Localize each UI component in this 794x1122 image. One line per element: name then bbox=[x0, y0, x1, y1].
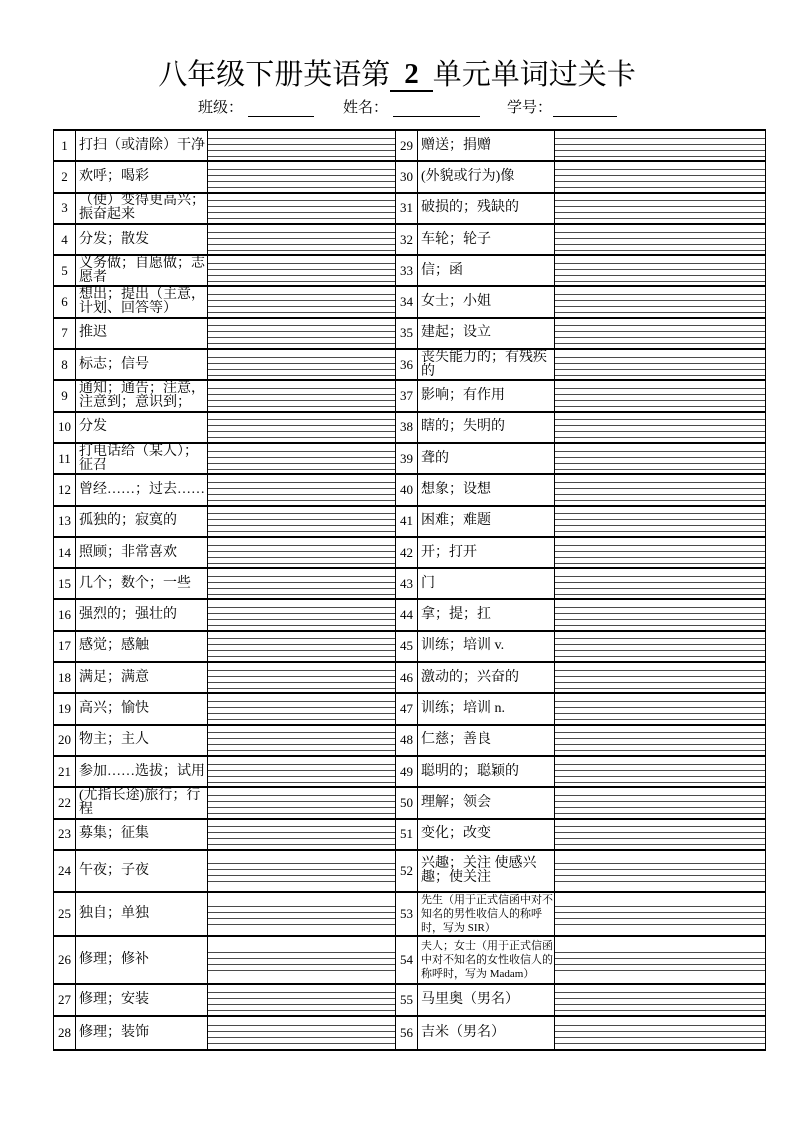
writing-lines bbox=[208, 357, 395, 376]
word-number: 32 bbox=[395, 225, 417, 254]
word-number: 49 bbox=[395, 757, 417, 786]
table-row bbox=[53, 757, 765, 788]
writing-lines bbox=[555, 670, 765, 689]
writing-lines bbox=[555, 513, 765, 532]
word-meaning: 欢呼；喝彩 bbox=[75, 162, 207, 191]
word-number: 54 bbox=[395, 937, 417, 983]
writing-lines bbox=[208, 513, 395, 532]
table-row bbox=[53, 1017, 765, 1051]
writing-lines bbox=[208, 952, 395, 971]
writing-lines bbox=[208, 576, 395, 595]
word-number: 20 bbox=[53, 726, 75, 755]
table-row bbox=[53, 381, 765, 412]
word-number: 30 bbox=[395, 162, 417, 191]
answer-blank bbox=[207, 350, 395, 379]
word-number: 9 bbox=[53, 381, 75, 410]
writing-lines bbox=[555, 906, 765, 925]
word-number: 10 bbox=[53, 413, 75, 442]
writing-lines bbox=[208, 263, 395, 282]
word-number: 51 bbox=[395, 820, 417, 849]
word-number: 12 bbox=[53, 475, 75, 504]
answer-blank bbox=[554, 256, 765, 285]
word-meaning: 信；函 bbox=[417, 256, 554, 285]
name-label: 姓名： bbox=[343, 100, 389, 116]
answer-blank bbox=[207, 726, 395, 755]
table-row bbox=[53, 937, 765, 985]
table-row bbox=[53, 663, 765, 694]
word-meaning: 强烈的；强壮的 bbox=[75, 600, 207, 629]
word-meaning: 想象；设想 bbox=[417, 475, 554, 504]
word-meaning: 标志；信号 bbox=[75, 350, 207, 379]
word-number: 40 bbox=[395, 475, 417, 504]
student-number-blank bbox=[553, 116, 617, 117]
word-number: 31 bbox=[395, 194, 417, 223]
word-number: 39 bbox=[395, 444, 417, 473]
answer-blank bbox=[207, 851, 395, 891]
writing-lines bbox=[555, 325, 765, 344]
answer-blank bbox=[207, 600, 395, 629]
word-number: 42 bbox=[395, 538, 417, 567]
table-row bbox=[53, 600, 765, 631]
answer-blank bbox=[554, 788, 765, 817]
word-number: 56 bbox=[395, 1017, 417, 1049]
answer-blank bbox=[207, 893, 395, 935]
student-number-label: 学号： bbox=[507, 100, 553, 116]
answer-blank bbox=[554, 1017, 765, 1049]
writing-lines bbox=[555, 826, 765, 845]
word-number: 43 bbox=[395, 569, 417, 598]
writing-lines bbox=[208, 826, 395, 845]
writing-lines bbox=[208, 169, 395, 188]
answer-blank bbox=[554, 694, 765, 723]
word-number: 24 bbox=[53, 851, 75, 891]
answer-blank bbox=[207, 663, 395, 692]
table-row bbox=[53, 851, 765, 893]
word-meaning: 理解；领会 bbox=[417, 788, 554, 817]
word-number: 35 bbox=[395, 319, 417, 348]
word-meaning: 几个；数个；一些 bbox=[75, 569, 207, 598]
answer-blank bbox=[207, 319, 395, 348]
answer-blank bbox=[207, 694, 395, 723]
writing-lines bbox=[555, 992, 765, 1011]
word-number: 21 bbox=[53, 757, 75, 786]
answer-blank bbox=[207, 538, 395, 567]
word-number: 37 bbox=[395, 381, 417, 410]
word-number: 52 bbox=[395, 851, 417, 891]
table-row bbox=[53, 162, 765, 193]
writing-lines bbox=[208, 200, 395, 219]
word-meaning: 影响；有作用 bbox=[417, 381, 554, 410]
table-row bbox=[53, 194, 765, 225]
word-number: 22 bbox=[53, 788, 75, 817]
writing-lines bbox=[555, 388, 765, 407]
title-prefix: 八年级下册英语第 bbox=[158, 59, 391, 91]
table-row bbox=[53, 131, 765, 162]
word-meaning: 马里奥（男名） bbox=[417, 985, 554, 1015]
answer-blank bbox=[207, 413, 395, 442]
word-meaning: 分发；散发 bbox=[75, 225, 207, 254]
word-number: 1 bbox=[53, 131, 75, 160]
table-row bbox=[53, 287, 765, 318]
writing-lines bbox=[208, 232, 395, 251]
writing-lines bbox=[208, 325, 395, 344]
word-number: 17 bbox=[53, 632, 75, 661]
writing-lines bbox=[208, 1025, 395, 1044]
answer-blank bbox=[207, 632, 395, 661]
writing-lines bbox=[208, 545, 395, 564]
word-meaning: 女士；小姐 bbox=[417, 287, 554, 316]
answer-blank bbox=[554, 600, 765, 629]
table-row bbox=[53, 444, 765, 475]
word-number: 13 bbox=[53, 507, 75, 536]
answer-blank bbox=[554, 225, 765, 254]
word-number: 11 bbox=[53, 444, 75, 473]
word-meaning: 夫人；女士（用于正式信函中对不知名的女性收信人的称呼时，写为 Madam） bbox=[417, 937, 554, 983]
word-meaning: 拿；提；扛 bbox=[417, 600, 554, 629]
word-meaning: 赠送；捐赠 bbox=[417, 131, 554, 160]
word-meaning: 变化；改变 bbox=[417, 820, 554, 849]
table-row bbox=[53, 225, 765, 256]
writing-lines bbox=[208, 388, 395, 407]
answer-blank bbox=[554, 444, 765, 473]
answer-blank bbox=[554, 287, 765, 316]
word-number: 5 bbox=[53, 256, 75, 285]
answer-blank bbox=[554, 538, 765, 567]
answer-blank bbox=[554, 985, 765, 1015]
word-meaning: 募集；征集 bbox=[75, 820, 207, 849]
table-row bbox=[53, 788, 765, 819]
word-meaning: 通知；通告；注意，注意到；意识到； bbox=[75, 381, 207, 410]
word-number: 7 bbox=[53, 319, 75, 348]
answer-blank bbox=[554, 569, 765, 598]
word-meaning: 训练；培训 n. bbox=[417, 694, 554, 723]
word-meaning: 仁慈；善良 bbox=[417, 726, 554, 755]
writing-lines bbox=[208, 482, 395, 501]
word-meaning: （使）变得更高兴；振奋起来 bbox=[75, 194, 207, 223]
word-meaning: 照顾；非常喜欢 bbox=[75, 538, 207, 567]
word-meaning: 孤独的；寂寞的 bbox=[75, 507, 207, 536]
word-meaning: 开；打开 bbox=[417, 538, 554, 567]
word-meaning: 午夜；子夜 bbox=[75, 851, 207, 891]
word-meaning: 打电话给（某人）；征召 bbox=[75, 444, 207, 473]
word-number: 15 bbox=[53, 569, 75, 598]
writing-lines bbox=[555, 795, 765, 814]
table-row bbox=[53, 632, 765, 663]
word-meaning: (外貌或行为)像 bbox=[417, 162, 554, 191]
word-number: 41 bbox=[395, 507, 417, 536]
answer-blank bbox=[554, 757, 765, 786]
word-meaning: 义务做；自愿做；志愿者 bbox=[75, 256, 207, 285]
word-number: 55 bbox=[395, 985, 417, 1015]
answer-blank bbox=[554, 726, 765, 755]
table-row bbox=[53, 694, 765, 725]
word-number: 45 bbox=[395, 632, 417, 661]
answer-blank bbox=[207, 256, 395, 285]
answer-blank bbox=[554, 937, 765, 983]
word-number: 46 bbox=[395, 663, 417, 692]
word-number: 19 bbox=[53, 694, 75, 723]
table-row bbox=[53, 507, 765, 538]
answer-blank bbox=[207, 788, 395, 817]
answer-blank bbox=[554, 663, 765, 692]
word-number: 50 bbox=[395, 788, 417, 817]
writing-lines bbox=[555, 764, 765, 783]
word-meaning: 曾经……；过去…… bbox=[75, 475, 207, 504]
table-row bbox=[53, 538, 765, 569]
answer-blank bbox=[207, 194, 395, 223]
writing-lines bbox=[555, 863, 765, 882]
writing-lines bbox=[555, 200, 765, 219]
word-meaning: 聋的 bbox=[417, 444, 554, 473]
writing-lines bbox=[555, 451, 765, 470]
word-number: 23 bbox=[53, 820, 75, 849]
answer-blank bbox=[207, 225, 395, 254]
table-row bbox=[53, 726, 765, 757]
writing-lines bbox=[208, 795, 395, 814]
answer-blank bbox=[554, 162, 765, 191]
writing-lines bbox=[208, 138, 395, 157]
word-number: 8 bbox=[53, 350, 75, 379]
answer-blank bbox=[554, 350, 765, 379]
writing-lines bbox=[555, 545, 765, 564]
word-meaning: 先生（用于正式信函中对不知名的男性收信人的称呼时，写为 SIR） bbox=[417, 893, 554, 935]
answer-blank bbox=[207, 937, 395, 983]
writing-lines bbox=[555, 169, 765, 188]
answer-blank bbox=[554, 475, 765, 504]
word-meaning: 吉米（男名） bbox=[417, 1017, 554, 1049]
writing-lines bbox=[555, 419, 765, 438]
answer-blank bbox=[554, 131, 765, 160]
word-meaning: 感觉；感触 bbox=[75, 632, 207, 661]
answer-blank bbox=[207, 287, 395, 316]
table-row bbox=[53, 893, 765, 937]
writing-lines bbox=[555, 294, 765, 313]
word-meaning: 建起；设立 bbox=[417, 319, 554, 348]
word-number: 36 bbox=[395, 350, 417, 379]
writing-lines bbox=[208, 419, 395, 438]
writing-lines bbox=[555, 482, 765, 501]
writing-lines bbox=[208, 992, 395, 1011]
vocabulary-table bbox=[53, 129, 766, 1051]
word-number: 47 bbox=[395, 694, 417, 723]
table-row bbox=[53, 820, 765, 851]
word-number: 3 bbox=[53, 194, 75, 223]
table-row bbox=[53, 256, 765, 287]
table-row bbox=[53, 985, 765, 1017]
word-meaning: 车轮；轮子 bbox=[417, 225, 554, 254]
word-number: 38 bbox=[395, 413, 417, 442]
word-meaning: 分发 bbox=[75, 413, 207, 442]
word-number: 33 bbox=[395, 256, 417, 285]
word-meaning: 兴趣；关注 使感兴趣；使关注 bbox=[417, 851, 554, 891]
word-meaning: 瞎的；失明的 bbox=[417, 413, 554, 442]
word-meaning: 困难；难题 bbox=[417, 507, 554, 536]
word-meaning: 满足；满意 bbox=[75, 663, 207, 692]
word-meaning: 修理；装饰 bbox=[75, 1017, 207, 1049]
title-suffix: 单元单词过关卡 bbox=[432, 59, 636, 91]
answer-blank bbox=[554, 381, 765, 410]
answer-blank bbox=[207, 820, 395, 849]
word-meaning: 推迟 bbox=[75, 319, 207, 348]
word-number: 53 bbox=[395, 893, 417, 935]
class-blank bbox=[248, 116, 314, 117]
writing-lines bbox=[555, 607, 765, 626]
word-meaning: 打扫（或清除）干净 bbox=[75, 131, 207, 160]
word-number: 27 bbox=[53, 985, 75, 1015]
answer-blank bbox=[207, 131, 395, 160]
writing-lines bbox=[208, 451, 395, 470]
answer-blank bbox=[207, 757, 395, 786]
writing-lines bbox=[208, 607, 395, 626]
answer-blank bbox=[554, 507, 765, 536]
word-number: 4 bbox=[53, 225, 75, 254]
table-row bbox=[53, 413, 765, 444]
writing-lines bbox=[208, 906, 395, 925]
page-title bbox=[0, 58, 794, 92]
word-number: 34 bbox=[395, 287, 417, 316]
table-row bbox=[53, 475, 765, 506]
word-number: 25 bbox=[53, 893, 75, 935]
class-label: 班级： bbox=[198, 100, 244, 116]
writing-lines bbox=[555, 732, 765, 751]
table-row bbox=[53, 569, 765, 600]
word-meaning: 参加……选拔；试用 bbox=[75, 757, 207, 786]
word-meaning: 物主；主人 bbox=[75, 726, 207, 755]
answer-blank bbox=[554, 893, 765, 935]
writing-lines bbox=[555, 138, 765, 157]
writing-lines bbox=[555, 952, 765, 971]
writing-lines bbox=[208, 863, 395, 882]
word-meaning: 聪明的；聪颖的 bbox=[417, 757, 554, 786]
writing-lines bbox=[208, 764, 395, 783]
word-meaning: 门 bbox=[417, 569, 554, 598]
unit-number: 2 bbox=[390, 58, 433, 92]
writing-lines bbox=[208, 670, 395, 689]
writing-lines bbox=[555, 701, 765, 720]
answer-blank bbox=[207, 444, 395, 473]
answer-blank bbox=[207, 1017, 395, 1049]
answer-blank bbox=[554, 413, 765, 442]
word-number: 26 bbox=[53, 937, 75, 983]
answer-blank bbox=[554, 319, 765, 348]
word-meaning: 想出；提出（主意，计划、回答等） bbox=[75, 287, 207, 316]
word-meaning: 高兴；愉快 bbox=[75, 694, 207, 723]
word-number: 2 bbox=[53, 162, 75, 191]
answer-blank bbox=[207, 162, 395, 191]
word-number: 6 bbox=[53, 287, 75, 316]
answer-blank bbox=[554, 194, 765, 223]
answer-blank bbox=[554, 851, 765, 891]
word-meaning: (尤指长途)旅行；行程 bbox=[75, 788, 207, 817]
word-number: 29 bbox=[395, 131, 417, 160]
word-meaning: 丧失能力的；有残疾的 bbox=[417, 350, 554, 379]
writing-lines bbox=[208, 732, 395, 751]
writing-lines bbox=[555, 263, 765, 282]
writing-lines bbox=[555, 1025, 765, 1044]
word-meaning: 训练；培训 v. bbox=[417, 632, 554, 661]
word-meaning: 独自；单独 bbox=[75, 893, 207, 935]
word-meaning: 破损的；残缺的 bbox=[417, 194, 554, 223]
writing-lines bbox=[208, 638, 395, 657]
answer-blank bbox=[207, 569, 395, 598]
answer-blank bbox=[207, 381, 395, 410]
word-meaning: 修理；安装 bbox=[75, 985, 207, 1015]
word-number: 14 bbox=[53, 538, 75, 567]
word-number: 18 bbox=[53, 663, 75, 692]
writing-lines bbox=[208, 294, 395, 313]
name-blank bbox=[393, 116, 480, 117]
writing-lines bbox=[555, 357, 765, 376]
word-number: 16 bbox=[53, 600, 75, 629]
writing-lines bbox=[208, 701, 395, 720]
answer-blank bbox=[207, 507, 395, 536]
answer-blank bbox=[554, 632, 765, 661]
word-number: 44 bbox=[395, 600, 417, 629]
word-number: 48 bbox=[395, 726, 417, 755]
writing-lines bbox=[555, 232, 765, 251]
word-meaning: 激动的；兴奋的 bbox=[417, 663, 554, 692]
answer-blank bbox=[207, 985, 395, 1015]
word-meaning: 修理；修补 bbox=[75, 937, 207, 983]
table-row bbox=[53, 350, 765, 381]
table-row bbox=[53, 319, 765, 350]
answer-blank bbox=[207, 475, 395, 504]
writing-lines bbox=[555, 638, 765, 657]
writing-lines bbox=[555, 576, 765, 595]
answer-blank bbox=[554, 820, 765, 849]
word-number: 28 bbox=[53, 1017, 75, 1049]
